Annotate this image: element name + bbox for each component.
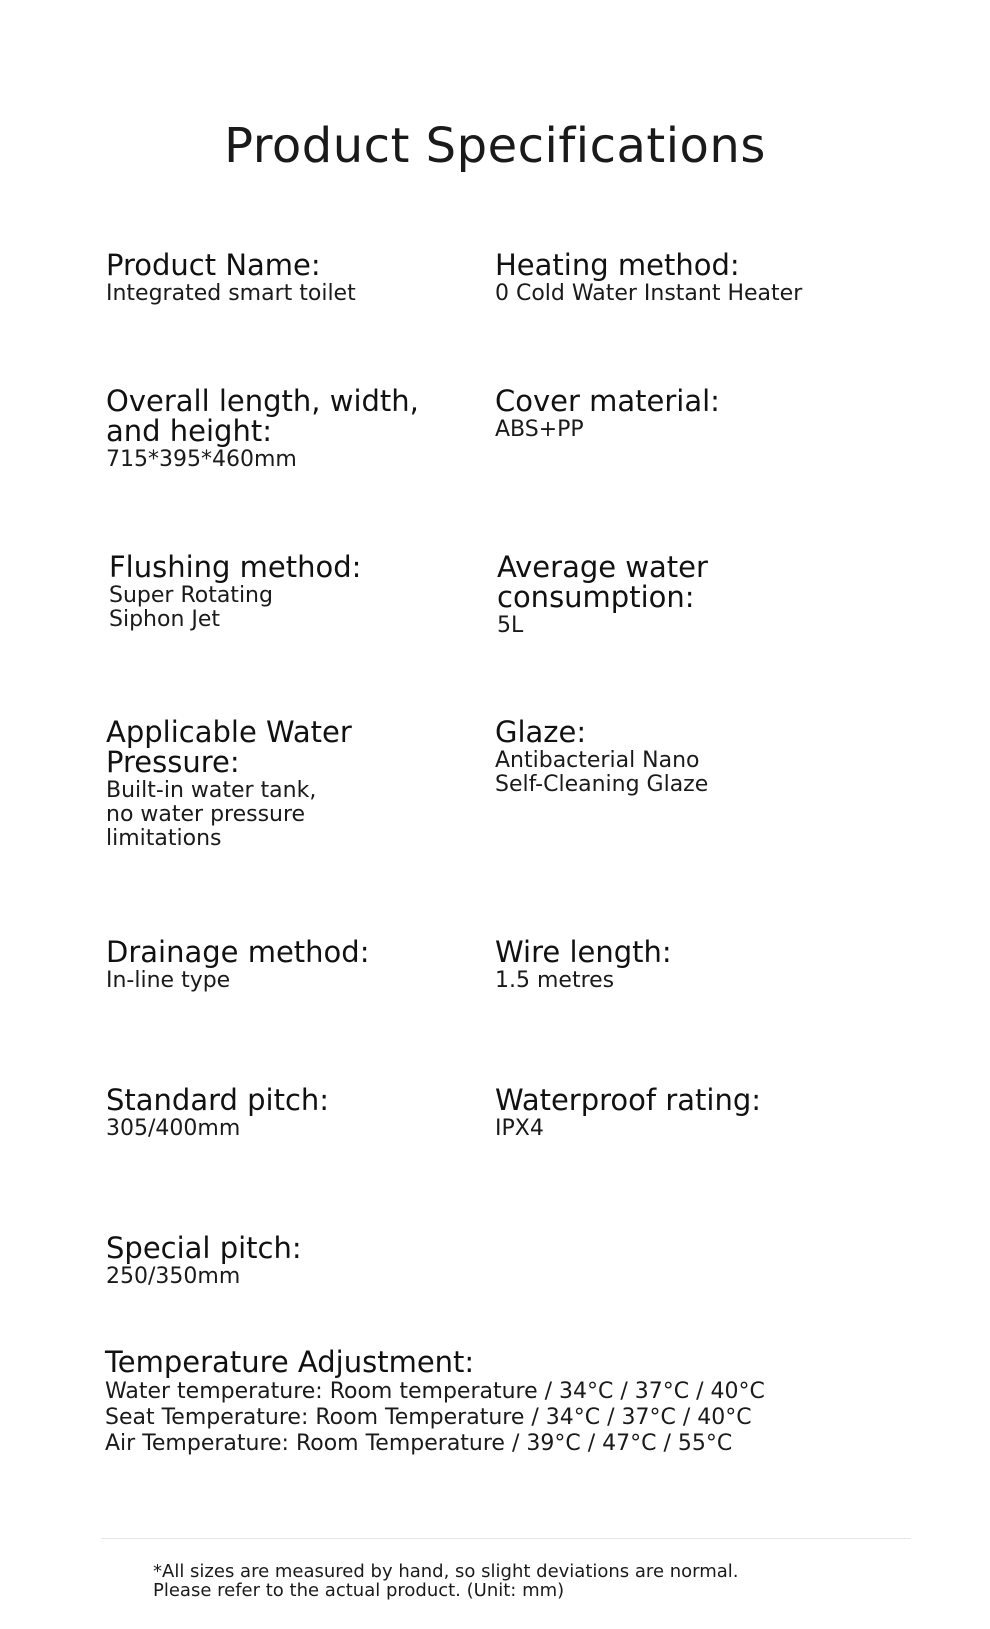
spec-label: Glaze: <box>495 715 587 749</box>
spec-value: 305/400mm <box>106 1116 241 1141</box>
spec-cover-material <box>495 386 855 442</box>
spec-label: Heating method: <box>495 248 740 282</box>
spec-value: Water temperature: Room temperature / 34°C / 37°C / 40°C Seat Temperature: Room Temperature / 34°C / 37°C / 40°C Air Temperature: Room Temperature / 39°C / 47°C / 55°C <box>105 1379 765 1456</box>
spec-glaze <box>495 717 855 797</box>
spec-label: Drainage method: <box>106 935 370 969</box>
spec-value: IPX4 <box>495 1116 544 1141</box>
spec-value: ABS+PP <box>495 417 584 442</box>
spec-label: Wire length: <box>495 935 672 969</box>
spec-label: Special pitch: <box>106 1231 302 1265</box>
spec-value: 715*395*460mm <box>106 447 297 472</box>
spec-water-consumption <box>497 552 857 638</box>
spec-value: Built-in water tank, no water pressure limitations <box>106 778 317 851</box>
spec-heating-method <box>495 250 915 306</box>
spec-label: Cover material: <box>495 384 720 418</box>
spec-water-pressure <box>106 717 466 851</box>
footnote: *All sizes are measured by hand, so slight deviations are normal. Please refer to the actual product. (Unit: mm) <box>153 1561 739 1601</box>
spec-value: Antibacterial Nano Self-Cleaning Glaze <box>495 748 709 797</box>
spec-waterproof-rating <box>495 1085 855 1141</box>
spec-value: Super Rotating Siphon Jet <box>109 583 273 632</box>
page-title: Product Specifications <box>224 118 766 174</box>
spec-value: In-line type <box>106 968 231 993</box>
divider <box>101 1538 911 1539</box>
spec-drainage-method <box>106 937 466 993</box>
spec-label: Flushing method: <box>109 550 362 584</box>
spec-value: Integrated smart toilet <box>106 281 356 306</box>
spec-value: 250/350mm <box>106 1264 241 1289</box>
spec-dimensions <box>106 386 466 472</box>
spec-label: Standard pitch: <box>106 1083 330 1117</box>
spec-value: 1.5 metres <box>495 968 615 993</box>
spec-label: Average water consumption: <box>497 550 708 614</box>
spec-value: 0 Cold Water Instant Heater <box>495 281 803 306</box>
spec-wire-length <box>495 937 855 993</box>
spec-value: 5L <box>497 613 524 638</box>
spec-label: Product Name: <box>106 248 321 282</box>
spec-label: Overall length, width, and height: <box>106 384 419 448</box>
spec-flushing-method <box>109 552 469 632</box>
spec-label: Temperature Adjustment: <box>105 1345 475 1379</box>
spec-label: Applicable Water Pressure: <box>106 715 352 779</box>
spec-product-name <box>106 250 466 306</box>
spec-label: Waterproof rating: <box>495 1083 762 1117</box>
spec-standard-pitch <box>106 1085 466 1141</box>
spec-special-pitch <box>106 1233 466 1289</box>
spec-temperature-adjustment <box>105 1347 885 1457</box>
